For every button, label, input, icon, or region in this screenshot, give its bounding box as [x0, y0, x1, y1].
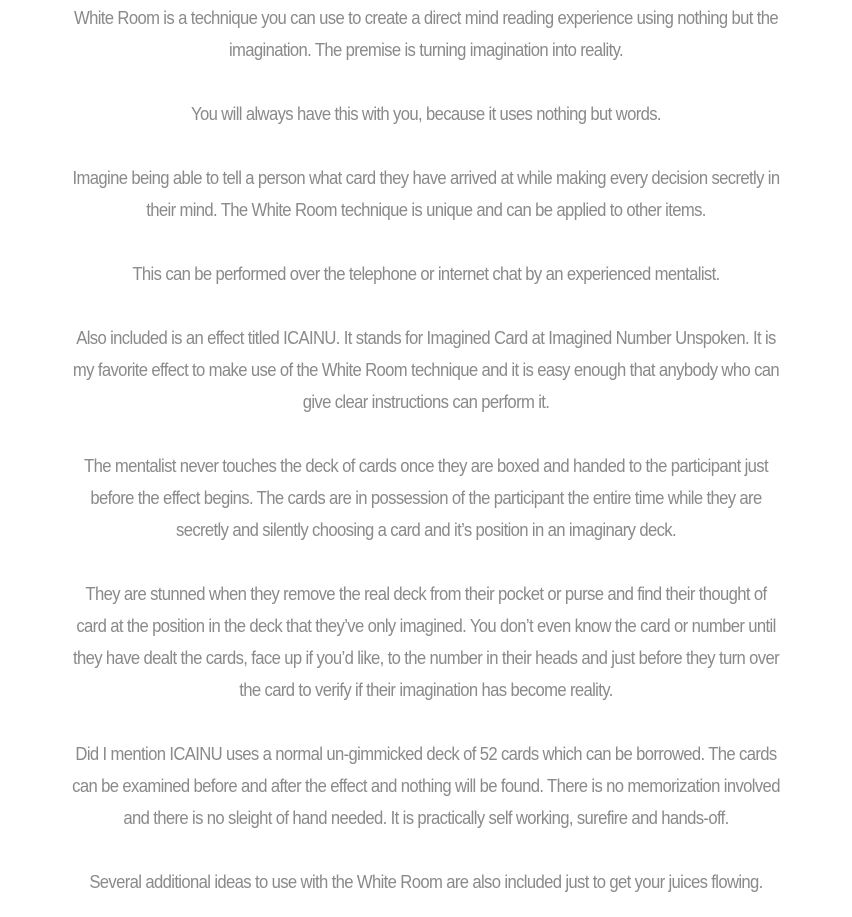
paragraph-telephone: This can be performed over the telephone or internet chat by an experienced mentalist. [132, 263, 720, 284]
paragraph-additional-ideas: Several additional ideas to use with the White Room are also included just to get your juices flowing. [89, 871, 763, 892]
paragraph-imagine: Imagine being able to tell a person what card they have arrived at while making every decision secretly in their mind. The White Room technique is unique and can be applied to other items. [72, 167, 780, 220]
article-body [43, 0, 810, 898]
paragraph-words: You will always have this with you, because it uses nothing but words. [191, 103, 661, 124]
paragraph-icainu: Also included is an effect titled ICAINU. It stands for Imagined Card at Imagined Number Unspoken. It is my favorite effect to make use of the White Room technique and it is easy enough that anybody who can give clear instructions can perform it. [72, 327, 780, 412]
paragraph-normal-deck: Did I mention ICAINU uses a normal un-gimmicked deck of 52 cards which can be borrowed. The cards can be examined before and after the effect and nothing will be found. There is no memorization involved and there is no sleight of hand needed. It is practically self working, surefire and hands-off. [72, 743, 780, 828]
paragraph-intro: White Room is a technique you can use to create a direct mind reading experience using nothing but the imagination. The premise is turning imagination into reality. [74, 7, 778, 60]
paragraph-reveal: They are stunned when they remove the real deck from their pocket or purse and find their thought of card at the position in the deck that they’ve only imagined. You don’t even know the card or number until they have dealt the cards, face up if you’d like, to the number in their heads and just before they turn over the card to verify if their imagination has become reality. [72, 583, 780, 700]
paragraph-deck-handling: The mentalist never touches the deck of cards once they are boxed and handed to the participant just before the effect begins. The cards are in possession of the participant the entire time while they are secretly and silently choosing a card and it’s position in an imaginary deck. [84, 455, 768, 540]
